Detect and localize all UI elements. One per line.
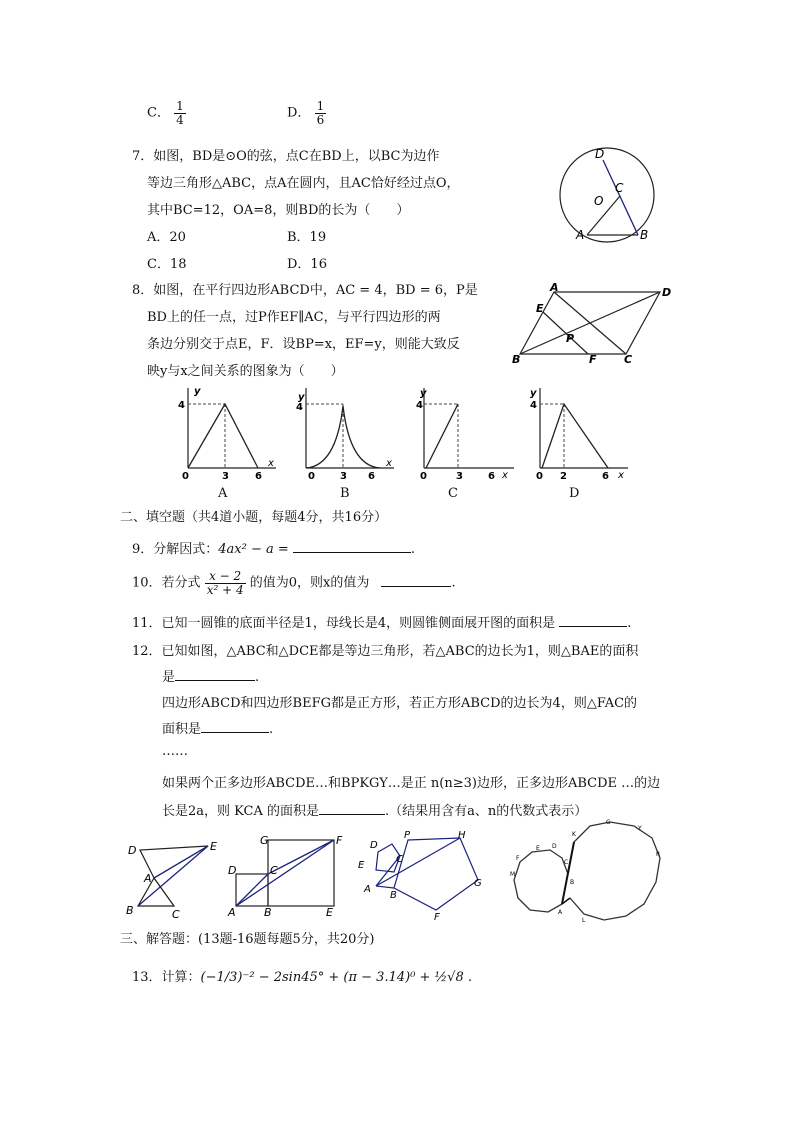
tick-3: 3 [340,471,347,482]
q7-line3: 其中BC=12，OA=8，则BD的长为（ ） [147,203,410,218]
label-C: C [624,353,633,366]
q8-line4: 映y与x之间关系的图象为（ ） [147,364,344,379]
axis-x: x [502,470,508,481]
q12-line1: 12．已知如图，△ABC和△DCE都是等边三角形，若△ABC的边长为1，则△BAE的面积 [132,644,639,659]
q8-line1: 8．如图，在平行四边形ABCD中，AC = 4，BD = 6，P是 [132,283,478,298]
q8-parallelogram-figure [508,282,678,368]
q12-figure-pentagons [356,828,490,920]
svg-text:P: P [404,830,411,841]
q7-line2: 等边三角形△ABC，点A在圆内，且AC恰好经过点O， [147,176,460,191]
label-P: P [566,332,575,345]
svg-text:C: C [270,864,278,877]
q8-line3: 条边分别交于点E，F．设BP=x，EF=y，则能大致反 [147,337,460,352]
svg-text:F: F [516,855,520,862]
section3-title: 三、解答题：(13题-16题每题5分，共20分) [120,932,375,947]
label-D: D [662,286,672,299]
q7-option-a: A．20 [147,230,186,245]
q7-line1: 7．如图，BD是⊙O的弦，点C在BD上，以BC为边作 [132,149,440,164]
q6-option-c: C． $\frac{1}{4}$ [147,99,184,127]
q10-blank[interactable] [381,574,451,587]
q11: 11．已知一圆锥的底面半径是1，母线长是4，则圆锥侧面展开图的面积是 . [132,616,632,631]
svg-text:E: E [210,840,217,853]
q12-line6: 如果两个正多边形ABCDE…和BPKGY…是正 n(n≥3)边形，正多边形ABCDE …的边 [162,776,661,791]
q7-option-d: D．16 [287,257,327,272]
tick-4: 4 [416,400,423,411]
section2-title: 二、填空题（共4道小题，每题4分，共16分） [120,510,388,525]
q12-blank-2[interactable] [201,720,269,733]
svg-text:A: A [364,884,371,895]
tick-2: 2 [560,471,567,482]
label-F: F [589,353,597,366]
q8-line2: BD上的任一点，过P作EF∥AC，与平行四边形的两 [147,310,441,325]
tick-0: 0 [420,471,427,482]
tick-4: 4 [296,402,303,413]
svg-text:C: C [396,854,403,865]
svg-text:R: R [656,851,661,858]
graph-caption-a: A [218,486,228,501]
svg-text:A: A [228,906,236,918]
svg-text:A: A [558,909,563,916]
svg-text:H: H [458,830,466,841]
svg-text:F: F [434,912,440,920]
tick-0: 0 [182,471,189,482]
svg-text:B: B [126,904,134,917]
q12-line4: 面积是 . [162,722,274,737]
svg-text:E: E [536,845,540,852]
tick-3: 3 [456,471,463,482]
q9: 9．分解因式：4ax² − a = . [132,542,416,557]
q9-blank[interactable] [293,540,411,553]
graph-caption-b: B [340,486,350,501]
svg-text:G: G [474,878,482,889]
label-B: B [640,228,649,242]
label-D: D [595,147,605,161]
q8-graph-b [288,384,398,482]
tick-4: 4 [178,400,185,411]
tick-6: 6 [488,471,495,482]
svg-text:K: K [572,831,576,838]
tick-6: 6 [255,471,262,482]
q12-line2: 是 . [162,670,260,685]
graph-caption-c: C [448,486,458,501]
svg-text:Y: Y [638,825,642,832]
q12-line5: …… [162,744,188,759]
axis-x: x [618,470,624,481]
svg-text:B: B [264,906,272,918]
svg-text:D: D [128,844,137,857]
svg-text:G: G [606,819,611,826]
q12-blank-1[interactable] [175,668,255,681]
svg-text:B: B [570,879,575,886]
svg-text:D: D [370,840,378,851]
label-A: A [550,282,559,294]
tick-3: 3 [222,471,229,482]
svg-text:D: D [552,843,557,850]
q12-figure-squares [226,832,346,918]
q7-option-b: B．19 [287,230,327,245]
svg-text:B: B [390,890,397,901]
label-O: O [594,194,604,208]
q10: 10．若分式 $\frac{x - 2}{\text{x² + 4}}$ 的值为0，则x的值为 . [132,569,456,597]
q12-line7: 长是2a，则 KCA 的面积是 .（结果用含有a、n的代数式表示） [162,804,588,819]
label-E: E [536,302,544,315]
axis-y: y [530,388,537,399]
axis-y: y [298,392,305,403]
q6-option-d: D． $\frac{1}{6}$ [287,99,325,127]
q8-graph-c [406,384,518,482]
q7-option-c: C．18 [147,257,187,272]
graph-caption-d: D [569,486,580,501]
svg-text:E: E [326,906,333,918]
label-C: C [615,181,624,195]
svg-text:M: M [510,871,516,878]
q8-graph-a [170,384,280,482]
q11-blank[interactable] [559,614,627,627]
q12-line3: 四边形ABCD和四边形BEFG都是正方形，若正方形ABCD的边长为4，则△FAC的 [162,696,638,711]
svg-text:E: E [358,860,365,871]
q8-graph-d [522,384,632,482]
svg-text:F: F [336,834,343,847]
tick-0: 0 [308,471,315,482]
svg-text:A: A [144,872,152,885]
label-B: B [512,353,521,366]
axis-y: y [420,388,427,399]
axis-x: x [268,458,274,469]
svg-text:C: C [172,908,180,920]
tick-6: 6 [368,471,375,482]
axis-x: x [386,458,392,469]
tick-0: 0 [536,471,543,482]
axis-y: y [194,386,201,397]
tick-4: 4 [530,400,537,411]
tick-6: 6 [602,471,609,482]
label-A: A [576,228,585,242]
svg-text:L: L [582,917,586,924]
q13: 13．计算：(−1/3)⁻² − 2sin45° + (π − 3.14)⁰ + ½√8 . [132,970,472,985]
q12-blank-3[interactable] [319,802,385,815]
q12-figure-triangles [122,836,222,920]
q7-circle-figure [550,143,670,243]
q12-figure-polygons [500,818,672,924]
svg-text:G: G [260,834,269,847]
svg-text:D: D [228,864,237,877]
svg-text:C: C [564,859,569,866]
